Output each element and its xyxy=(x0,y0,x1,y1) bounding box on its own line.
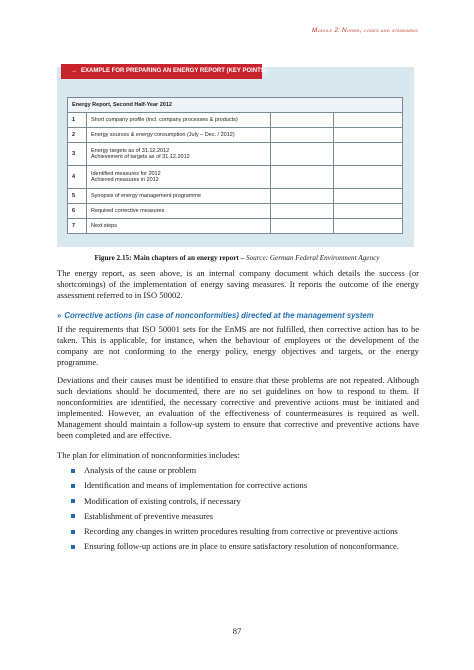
empty-cell xyxy=(334,166,403,189)
table-row xyxy=(68,128,403,143)
empty-cell xyxy=(271,166,334,189)
empty-cell xyxy=(271,113,334,128)
list-item xyxy=(57,496,419,507)
bullet-icon xyxy=(71,484,75,488)
paragraph-intro: The energy report, as seen above, is an internal company document which details the success (or shortcomings) of the implementation of energy saving measures. It reports the outcome of the energy assessment referred to in ISO 50002. xyxy=(57,268,419,301)
bullet-icon xyxy=(71,530,75,534)
section-subheading xyxy=(57,311,374,320)
empty-cell xyxy=(271,143,334,166)
row-text: Required corrective measures xyxy=(86,204,270,219)
figure-caption xyxy=(57,254,417,262)
page-number: 87 xyxy=(232,626,242,636)
list-item xyxy=(57,465,419,476)
bullet-icon xyxy=(71,469,75,473)
list-item-text: Establishment of preventive measures xyxy=(84,510,214,521)
nonconformity-plan-list xyxy=(57,465,419,557)
row-number: 5 xyxy=(68,189,87,204)
paragraph-deviations: Deviations and their causes must be identified to ensure that these problems are not repeated. Although such deviations should be documented, there are no set guidelines on how to respond to them. If nonconformities are identified, the necessary corrective and preventive actions must be initiated and implemented. However, an evaluation of the effectiveness of countermeasures is required as well. Management should maintain a follow-up system to ensure that corrective and preventive actions have been completed and are effective. xyxy=(57,375,419,441)
table-header-row xyxy=(68,98,403,113)
empty-cell xyxy=(271,204,334,219)
empty-cell xyxy=(334,143,403,166)
table-row xyxy=(68,166,403,189)
bullet-icon xyxy=(71,499,75,503)
row-number: 6 xyxy=(68,204,87,219)
chevron-right-icon: » xyxy=(57,311,62,320)
empty-cell xyxy=(271,189,334,204)
empty-cell xyxy=(271,219,334,234)
paragraph-corrective: If the requirements that ISO 50001 sets for the EnMS are not fulfilled, then corrective action has to be taken. This is applicable, for instance, when the behaviour of employees or the development of the company are not conforming to the energy policy, energy objectives and targets, or the energy programme. xyxy=(57,324,419,368)
row-number: 4 xyxy=(68,166,87,189)
list-item-text: Analysis of the cause or problem xyxy=(84,465,197,475)
arrow-right-icon: → xyxy=(71,68,77,74)
subheading-text: Corrective actions (in case of nonconformities) directed at the management system xyxy=(64,311,374,320)
list-item-text: Ensuring follow-up actions are in place to ensure satisfactory resolution of nonconformance. xyxy=(84,541,399,552)
row-number: 2 xyxy=(68,128,87,143)
row-text: Synopsis of energy management programme xyxy=(86,189,270,204)
row-number: 7 xyxy=(68,219,87,234)
table-row xyxy=(68,219,403,234)
row-text-line: Identified measures for 2012 xyxy=(90,171,161,177)
empty-cell xyxy=(334,128,403,143)
row-text xyxy=(86,143,270,166)
empty-cell xyxy=(334,204,403,219)
caption-label: Figure 2.15: Main chapters of an energy report – xyxy=(94,254,246,262)
row-text: Next steps xyxy=(86,219,270,234)
row-text-line: Energy targets as of 31.12.2012 xyxy=(90,148,170,154)
row-number: 3 xyxy=(68,143,87,166)
row-text xyxy=(86,166,270,189)
bullet-icon xyxy=(71,545,75,549)
table-row xyxy=(68,143,403,166)
table-title: Energy Report, Second Half-Year 2012 xyxy=(68,98,403,113)
list-item-text: Recording any changes in written procedures resulting from corrective or preventive actions xyxy=(84,526,398,537)
list-item-text: Modification of existing controls, if necessary xyxy=(84,495,241,506)
table-row xyxy=(68,189,403,204)
figure-banner xyxy=(61,64,267,79)
row-number: 1 xyxy=(68,113,87,128)
figure-banner-text: EXAMPLE FOR PREPARING AN ENERGY REPORT (KEY POINTS) xyxy=(81,68,267,74)
empty-cell xyxy=(271,128,334,143)
caption-source: Source: German Federal Environment Agency xyxy=(245,254,380,262)
row-text: Energy sources & energy consumption (July – Dec. / 2012) xyxy=(86,128,270,143)
table-row xyxy=(68,113,403,128)
list-item xyxy=(57,480,419,491)
figure-panel xyxy=(57,67,414,247)
paragraph-plan-intro: The plan for elimination of nonconformities includes: xyxy=(57,450,240,460)
bullet-icon xyxy=(71,514,75,518)
row-text-line: Achievement of targets as of 31.12.2012 xyxy=(90,154,190,160)
empty-cell xyxy=(334,189,403,204)
list-item xyxy=(57,511,419,522)
list-item-text: Identification and means of implementation for corrective actions xyxy=(84,480,308,491)
list-item xyxy=(57,526,419,537)
table-row xyxy=(68,204,403,219)
empty-cell xyxy=(334,113,403,128)
empty-cell xyxy=(334,219,403,234)
energy-report-table xyxy=(67,97,403,234)
running-header: Module 2: Norms, codes and standards xyxy=(312,27,418,34)
row-text: Short company profile (incl. company processes & products) xyxy=(86,113,270,128)
row-text-line: Achieved measures in 2012 xyxy=(90,177,159,183)
list-item xyxy=(57,541,419,552)
